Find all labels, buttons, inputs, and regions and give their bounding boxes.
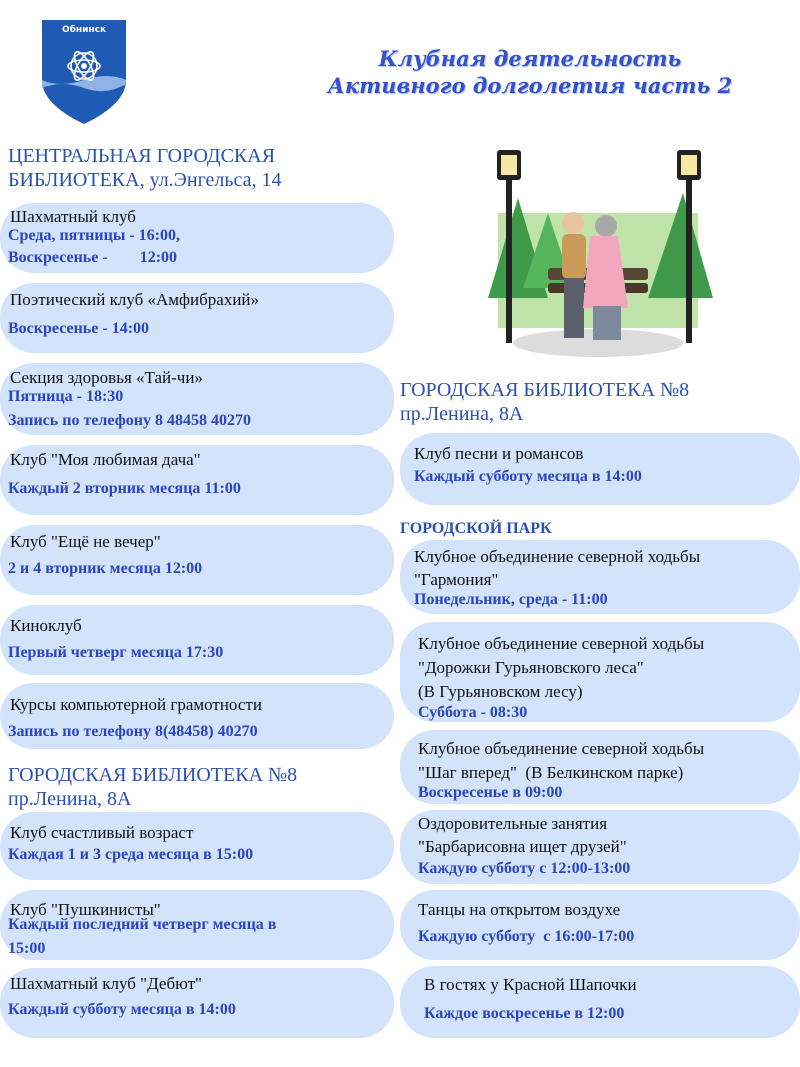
club-name-line-2: "Барбарисовна ищет друзей" (418, 837, 627, 856)
club-name: Клубное объединение северной ходьбы (414, 547, 701, 566)
section-title-library-8: ГОРОДСКАЯ БИБЛИОТЕКА №8 пр.Ленина, 8А (8, 764, 298, 810)
club-name: Клуб "Моя любимая дача" (10, 450, 201, 469)
club-name: Клубное объединение северной ходьбы (418, 739, 705, 758)
club-schedule: Каждый 2 вторник месяца 11:00 (8, 480, 241, 497)
club-schedule: Запись по телефону 8 48458 40270 (8, 412, 251, 429)
club-schedule: Каждое воскресенье в 12:00 (424, 1005, 625, 1022)
club-name: Клуб счастливый возраст (10, 823, 194, 842)
city-crest (40, 18, 128, 126)
section-title-city-park: ГОРОДСКОЙ ПАРК (400, 520, 552, 537)
club-schedule: Каждую субботу с 16:00-17:00 (418, 928, 635, 945)
club-name: Клуб песни и романсов (414, 444, 584, 463)
club-name-line-2: "Гармония" (414, 570, 499, 589)
club-name-line-2: "Дорожки Гурьяновского леса" (418, 658, 644, 677)
club-name: Оздоровительные занятия (418, 814, 608, 833)
club-schedule: Воскресенье - 14:00 (8, 320, 150, 337)
club-name: Клуб "Пушкинисты" (10, 900, 161, 919)
club-schedule: Каждую субботу с 12:00-13:00 (418, 860, 631, 877)
dancing-couple-illustration (478, 138, 718, 363)
club-schedule: Среда, пятницы - 16:00, (8, 227, 180, 244)
crest-city-name: Обнинск (61, 25, 107, 35)
club-schedule: 2 и 4 вторник месяца 12:00 (8, 560, 203, 577)
section-title-library-8-right: ГОРОДСКАЯ БИБЛИОТЕКА №8 пр.Ленина, 8А (400, 379, 690, 425)
club-schedule: Запись по телефону 8(48458) 40270 (8, 723, 258, 740)
club-name: Киноклуб (10, 616, 82, 635)
section-title-central-library: ЦЕНТРАЛЬНАЯ ГОРОДСКАЯ БИБЛИОТЕКА, ул.Энгельса, 14 (8, 145, 282, 191)
title-line-1: Клубная деятельность (378, 46, 682, 71)
club-name: В гостях у Красной Шапочки (424, 975, 637, 994)
club-schedule: Каждый последний четверг месяца в (8, 916, 277, 933)
club-name: Секция здоровья «Тай-чи» (10, 368, 203, 387)
club-schedule: Понедельник, среда - 11:00 (414, 591, 608, 608)
club-name: Шахматный клуб (10, 207, 136, 226)
title-line-2: Активного долголетия часть 2 (327, 73, 733, 98)
club-name: Танцы на открытом воздухе (418, 900, 621, 919)
club-name: Клубное объединение северной ходьбы (418, 634, 705, 653)
club-schedule: Каждый субботу месяца в 14:00 (8, 1001, 236, 1018)
club-schedule: Суббота - 08:30 (418, 704, 528, 721)
club-name-line-2: "Шаг вперед" (В Белкинском парке) (418, 763, 684, 782)
club-name: Курсы компьютерной грамотности (10, 695, 262, 714)
club-name-line-3: (В Гурьяновском лесу) (418, 682, 583, 701)
club-name: Клуб "Ещё не вечер" (10, 532, 161, 551)
club-schedule: Воскресенье - 12:00 (8, 249, 178, 266)
club-name: Шахматный клуб "Дебют" (10, 974, 202, 993)
club-name: Поэтический клуб «Амфибрахий» (10, 290, 260, 309)
club-schedule: Каждая 1 и 3 среда месяца в 15:00 (8, 846, 254, 863)
club-schedule: Первый четверг месяца 17:30 (8, 644, 224, 661)
club-schedule: Воскресенье в 09:00 (418, 784, 563, 801)
club-schedule: Каждый субботу месяца в 14:00 (414, 468, 642, 485)
club-schedule: 15:00 (8, 940, 46, 957)
club-schedule: Пятница - 18:30 (8, 388, 124, 405)
page-title (300, 45, 760, 99)
